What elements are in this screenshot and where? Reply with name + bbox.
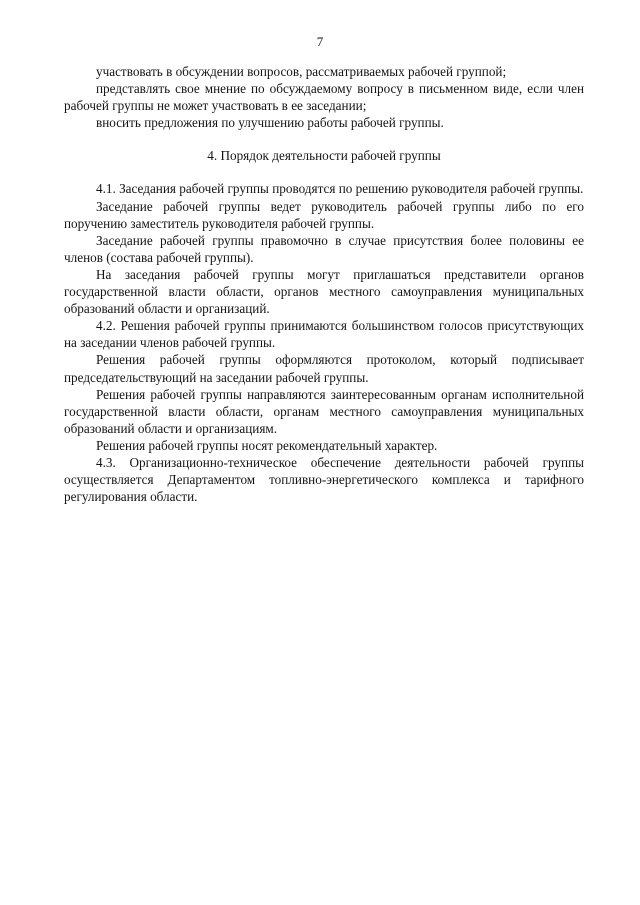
paragraph-4-3: 4.3. Организационно-техническое обеспечение деятельности рабочей группы осуществляется Департаментом топливно-энергетического комплекса и тарифного регулирования области.: [64, 454, 584, 505]
paragraph-advisory-nature: Решения рабочей группы носят рекомендательный характер.: [96, 437, 438, 453]
paragraph-invited-representatives: На заседания рабочей группы могут приглашаться представители органов государственной власти области, органов местного самоуправления муниципальных образований области и организаций.: [64, 266, 584, 317]
paragraph-protocol: Решения рабочей группы оформляются протоколом, который подписывает председательствующий на заседании рабочей группы.: [64, 352, 584, 385]
paragraph-quorum: Заседание рабочей группы правомочно в случае присутствия более половины ее членов (состава рабочей группы).: [64, 232, 584, 265]
paragraph-participate: участвовать в обсуждении вопросов, рассматриваемых рабочей группой;: [96, 64, 507, 79]
paragraph-written-opinion: представлять свое мнение по обсуждаемому вопросу в письменном виде, если член рабочей группы не может участвовать в ее заседании;: [64, 81, 584, 114]
document-body: [64, 63, 584, 505]
paragraph-proposals: вносить предложения по улучшению работы рабочей группы.: [96, 115, 444, 131]
paragraph-4-1: 4.1. Заседания рабочей группы проводятся по решению руководителя рабочей группы.: [96, 181, 584, 197]
page-number: 7: [316, 34, 324, 49]
paragraph-4-2: 4.2. Решения рабочей группы принимаются большинством голосов присутствующих на заседании членов рабочей группы.: [64, 318, 584, 351]
paragraph-decisions-sent: Решения рабочей группы направляются заинтересованным органам исполнительной государственной власти области, органам местного самоуправления муниципальных образований области и организациям.: [64, 386, 584, 436]
section-heading: 4. Порядок деятельности рабочей группы: [207, 148, 441, 164]
paragraph-meeting-chair: Заседание рабочей группы ведет руководитель рабочей группы либо по его поручению заместитель руководителя рабочей группы.: [64, 198, 584, 231]
